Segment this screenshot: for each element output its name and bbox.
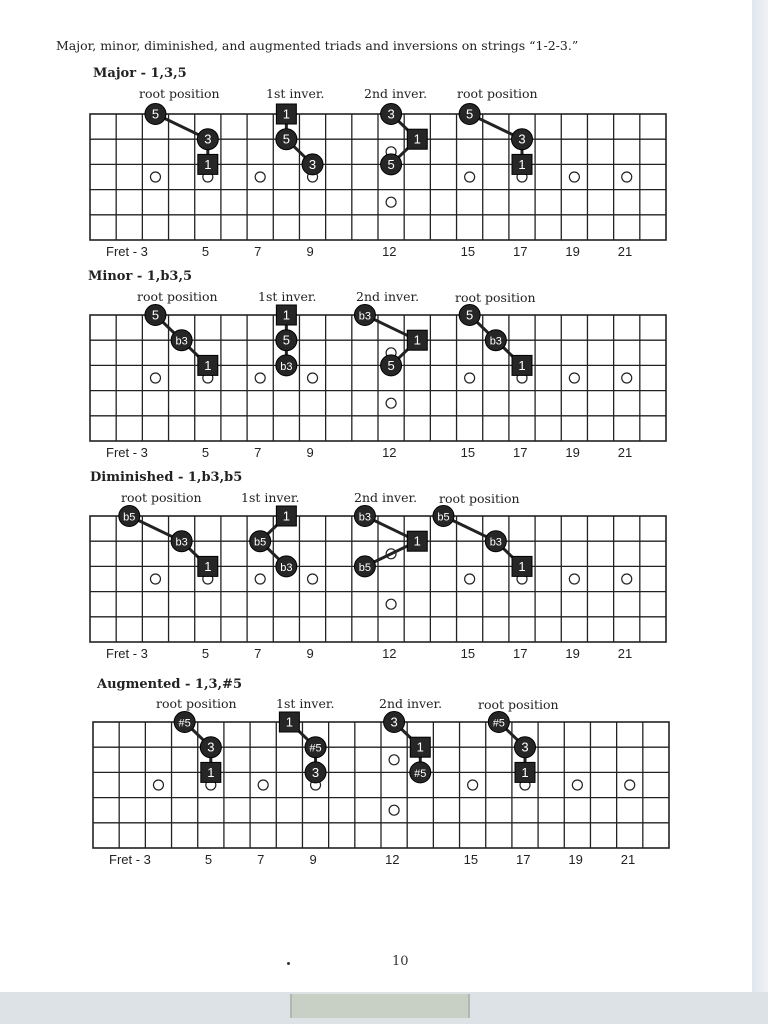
fret-number: 17 bbox=[513, 646, 528, 661]
marker-label: b3 bbox=[280, 561, 293, 574]
page-intro-text: Major, minor, diminished, and augmented triads and inversions on strings “1-2-3.” bbox=[56, 38, 579, 53]
label-first-inversion: 1st inver. bbox=[266, 86, 325, 101]
marker-label: 5 bbox=[151, 106, 160, 122]
marker-label: b3 bbox=[358, 310, 372, 323]
fret-inlay-dot bbox=[622, 172, 632, 182]
fret-inlay-dot bbox=[255, 574, 265, 584]
fret-number: 9 bbox=[306, 244, 314, 259]
root-note-marker bbox=[512, 355, 532, 375]
chord-tone-marker bbox=[305, 762, 326, 783]
marker-label: 3 bbox=[207, 739, 215, 755]
label-second-inversion: 2nd inver. bbox=[379, 696, 443, 711]
marker-label: b5 bbox=[123, 511, 136, 524]
marker-label: b5 bbox=[437, 511, 450, 524]
marker-label: 1 bbox=[416, 739, 424, 755]
marker-label: 5 bbox=[387, 357, 395, 373]
fret-inlay-dot bbox=[622, 574, 632, 584]
fretboard-minor bbox=[90, 307, 666, 441]
label-root-position: root position bbox=[156, 696, 237, 711]
marker-label: 1 bbox=[518, 357, 526, 373]
marker-label: 1 bbox=[282, 307, 290, 323]
fretboard-augmented bbox=[93, 714, 669, 848]
chord-tone-marker bbox=[276, 330, 297, 351]
label-second-inversion: 2nd inver. bbox=[356, 289, 420, 304]
root-note-marker bbox=[512, 154, 532, 174]
chord-tone-marker bbox=[512, 129, 533, 150]
fret-inlay-dot bbox=[622, 373, 632, 383]
fret-number: 21 bbox=[620, 852, 636, 867]
chord-tone-marker bbox=[276, 355, 297, 376]
root-note-marker bbox=[407, 330, 427, 350]
label-second-inversion: 2nd inver. bbox=[354, 490, 418, 505]
fret-inlay-dot bbox=[153, 780, 163, 790]
chord-tone-marker bbox=[433, 506, 454, 527]
fret-inlay-dot bbox=[389, 755, 399, 765]
page-number: 10 bbox=[392, 954, 409, 969]
root-note-marker bbox=[407, 531, 427, 551]
fret-inlay-dot bbox=[465, 172, 475, 182]
root-note-marker bbox=[512, 556, 532, 576]
marker-label: 3 bbox=[518, 131, 526, 147]
fret-inlay-dot bbox=[255, 373, 265, 383]
marker-label: 1 bbox=[521, 764, 529, 780]
chart-title-diminished: Diminished - 1,b3,b5 bbox=[90, 470, 243, 485]
fret-number: 15 bbox=[463, 852, 479, 867]
fret-number: 17 bbox=[513, 244, 528, 259]
fret-number: 12 bbox=[385, 852, 400, 867]
chord-tone-marker bbox=[515, 737, 536, 758]
fret-number: 19 bbox=[565, 244, 580, 259]
marker-label: #5 bbox=[414, 767, 427, 780]
fret-number-first: Fret - 3 bbox=[106, 646, 148, 661]
marker-label: b3 bbox=[489, 335, 502, 348]
label-root-position-2: root position bbox=[478, 697, 559, 712]
label-second-inversion: 2nd inver. bbox=[364, 86, 428, 101]
root-note-marker bbox=[407, 129, 427, 149]
chord-tone-marker bbox=[485, 330, 506, 351]
marker-label: 1 bbox=[282, 508, 290, 524]
fret-number: 19 bbox=[565, 646, 580, 661]
chart-title-minor: Minor - 1,b3,5 bbox=[88, 269, 193, 284]
label-root-position: root position bbox=[139, 86, 220, 101]
marker-label: 3 bbox=[390, 714, 398, 730]
fret-number: 5 bbox=[201, 646, 210, 661]
fretboard-major bbox=[90, 106, 666, 240]
label-first-inversion: 1st inver. bbox=[258, 289, 317, 304]
label-first-inversion: 1st inver. bbox=[241, 490, 300, 505]
fret-number: 19 bbox=[568, 852, 583, 867]
fret-number: 7 bbox=[254, 646, 262, 661]
fret-number: 12 bbox=[382, 445, 397, 460]
chord-tone-marker bbox=[200, 737, 221, 758]
chord-tone-marker bbox=[381, 154, 402, 175]
marker-label: 1 bbox=[207, 764, 215, 780]
chord-tone-marker bbox=[276, 556, 297, 577]
chord-tone-marker bbox=[119, 506, 140, 527]
marker-label: 5 bbox=[282, 332, 290, 348]
marker-label: 1 bbox=[285, 714, 293, 730]
chord-tone-marker bbox=[354, 506, 375, 527]
fret-number: 17 bbox=[516, 852, 531, 867]
root-note-marker bbox=[201, 762, 221, 782]
fret-inlay-dot bbox=[150, 373, 160, 383]
fret-number: 12 bbox=[382, 646, 397, 661]
root-note-marker bbox=[276, 305, 296, 325]
fret-number: 15 bbox=[460, 244, 476, 259]
fret-inlay-dot bbox=[258, 780, 268, 790]
fret-inlay-dot bbox=[569, 172, 579, 182]
chord-tone-marker bbox=[276, 129, 297, 150]
chart-title-augmented: Augmented - 1,3,#5 bbox=[97, 677, 242, 692]
fret-inlay-dot bbox=[625, 780, 635, 790]
root-note-marker bbox=[198, 154, 218, 174]
fret-number: 21 bbox=[617, 244, 633, 259]
chord-tone-marker bbox=[145, 305, 166, 326]
fret-inlay-dot bbox=[465, 574, 475, 584]
fret-inlay-dot bbox=[465, 373, 475, 383]
marker-label: 1 bbox=[204, 156, 212, 172]
marker-label: 1 bbox=[413, 332, 421, 348]
fret-inlay-dot bbox=[468, 780, 478, 790]
fret-number: 9 bbox=[306, 646, 314, 661]
fret-number: 12 bbox=[382, 244, 397, 259]
chord-tone-marker bbox=[381, 104, 402, 125]
marker-label: b3 bbox=[175, 335, 188, 348]
fret-number: 21 bbox=[617, 445, 633, 460]
chord-tone-marker bbox=[145, 104, 166, 125]
chord-tone-marker bbox=[488, 712, 509, 733]
marker-label: 5 bbox=[282, 131, 290, 147]
chord-tone-marker bbox=[174, 712, 195, 733]
marker-label: #5 bbox=[309, 742, 322, 755]
fret-inlay-dot bbox=[389, 805, 399, 815]
chord-tone-marker bbox=[171, 531, 192, 552]
chord-tone-marker bbox=[305, 737, 326, 758]
chord-tone-marker bbox=[459, 305, 480, 326]
scan-speck bbox=[287, 962, 290, 965]
fret-inlay-dot bbox=[308, 373, 318, 383]
marker-label: 1 bbox=[518, 558, 526, 574]
fret-inlay-dot bbox=[569, 574, 579, 584]
marker-label: 5 bbox=[466, 106, 474, 122]
fret-number: 7 bbox=[257, 852, 265, 867]
fret-inlay-dot bbox=[386, 398, 396, 408]
label-root-position-2: root position bbox=[457, 86, 538, 101]
label-first-inversion: 1st inver. bbox=[276, 696, 335, 711]
marker-label: 5 bbox=[387, 156, 395, 172]
root-note-marker bbox=[198, 355, 218, 375]
marker-label: b3 bbox=[489, 536, 502, 549]
fret-number: 5 bbox=[204, 852, 213, 867]
fret-inlay-dot bbox=[308, 574, 318, 584]
scan-right-edge bbox=[752, 0, 768, 1024]
marker-label: #5 bbox=[178, 717, 191, 730]
marker-label: #5 bbox=[492, 717, 505, 730]
fret-inlay-dot bbox=[150, 172, 160, 182]
chord-tone-marker bbox=[354, 305, 375, 326]
fret-number: 5 bbox=[201, 445, 210, 460]
marker-label: 1 bbox=[413, 533, 421, 549]
root-note-marker bbox=[276, 104, 296, 124]
marker-label: 3 bbox=[521, 739, 529, 755]
fret-inlay-dot bbox=[572, 780, 582, 790]
fretboard-diminished bbox=[90, 508, 666, 642]
marker-label: 5 bbox=[466, 307, 474, 323]
marker-label: b3 bbox=[358, 511, 372, 524]
chord-tone-marker bbox=[354, 556, 375, 577]
label-root-position: root position bbox=[121, 490, 202, 505]
fret-number-first: Fret - 3 bbox=[109, 852, 151, 867]
root-note-marker bbox=[515, 762, 535, 782]
fret-inlay-dot bbox=[386, 197, 396, 207]
fret-number: 17 bbox=[513, 445, 528, 460]
root-note-marker bbox=[276, 506, 296, 526]
marker-label: 3 bbox=[387, 106, 395, 122]
fret-number: 9 bbox=[306, 445, 314, 460]
marker-label: 3 bbox=[311, 764, 320, 780]
marker-label: b3 bbox=[175, 536, 188, 549]
fret-number: 15 bbox=[460, 445, 476, 460]
fret-number: 5 bbox=[201, 244, 210, 259]
marker-label: b5 bbox=[254, 536, 267, 549]
label-root-position-2: root position bbox=[455, 290, 536, 305]
fret-number: 21 bbox=[617, 646, 633, 661]
chord-tone-marker bbox=[302, 154, 323, 175]
root-note-marker bbox=[198, 556, 218, 576]
chord-tone-marker bbox=[171, 330, 192, 351]
chord-tone-marker bbox=[197, 129, 218, 150]
fret-number: 7 bbox=[254, 445, 262, 460]
chord-tone-marker bbox=[410, 762, 431, 783]
fret-inlay-dot bbox=[569, 373, 579, 383]
chord-tone-marker bbox=[384, 712, 405, 733]
fret-number: 9 bbox=[309, 852, 317, 867]
fret-number-first: Fret - 3 bbox=[106, 445, 148, 460]
fret-number: 15 bbox=[460, 646, 476, 661]
marker-label: 1 bbox=[204, 357, 212, 373]
root-note-marker bbox=[279, 712, 299, 732]
chord-tone-marker bbox=[459, 104, 480, 125]
chord-tone-marker bbox=[485, 531, 506, 552]
fret-inlay-dot bbox=[150, 574, 160, 584]
marker-label: 1 bbox=[413, 131, 421, 147]
label-root-position: root position bbox=[137, 289, 218, 304]
chord-tone-marker bbox=[250, 531, 271, 552]
fret-number-first: Fret - 3 bbox=[106, 244, 148, 259]
viewer-scroll-thumb[interactable] bbox=[290, 994, 470, 1018]
marker-label: b3 bbox=[280, 360, 293, 373]
fret-number: 19 bbox=[565, 445, 580, 460]
marker-label: 5 bbox=[151, 307, 160, 323]
marker-label: b5 bbox=[358, 561, 372, 574]
chord-tone-marker bbox=[381, 355, 402, 376]
fret-inlay-dot bbox=[386, 599, 396, 609]
fret-inlay-dot bbox=[255, 172, 265, 182]
marker-label: 3 bbox=[204, 131, 212, 147]
root-note-marker bbox=[410, 737, 430, 757]
marker-label: 1 bbox=[204, 558, 212, 574]
marker-label: 1 bbox=[282, 106, 290, 122]
fret-number: 7 bbox=[254, 244, 262, 259]
label-root-position-2: root position bbox=[439, 491, 520, 506]
marker-label: 1 bbox=[518, 156, 526, 172]
chart-title-major: Major - 1,3,5 bbox=[93, 66, 187, 81]
marker-label: 3 bbox=[308, 156, 317, 172]
